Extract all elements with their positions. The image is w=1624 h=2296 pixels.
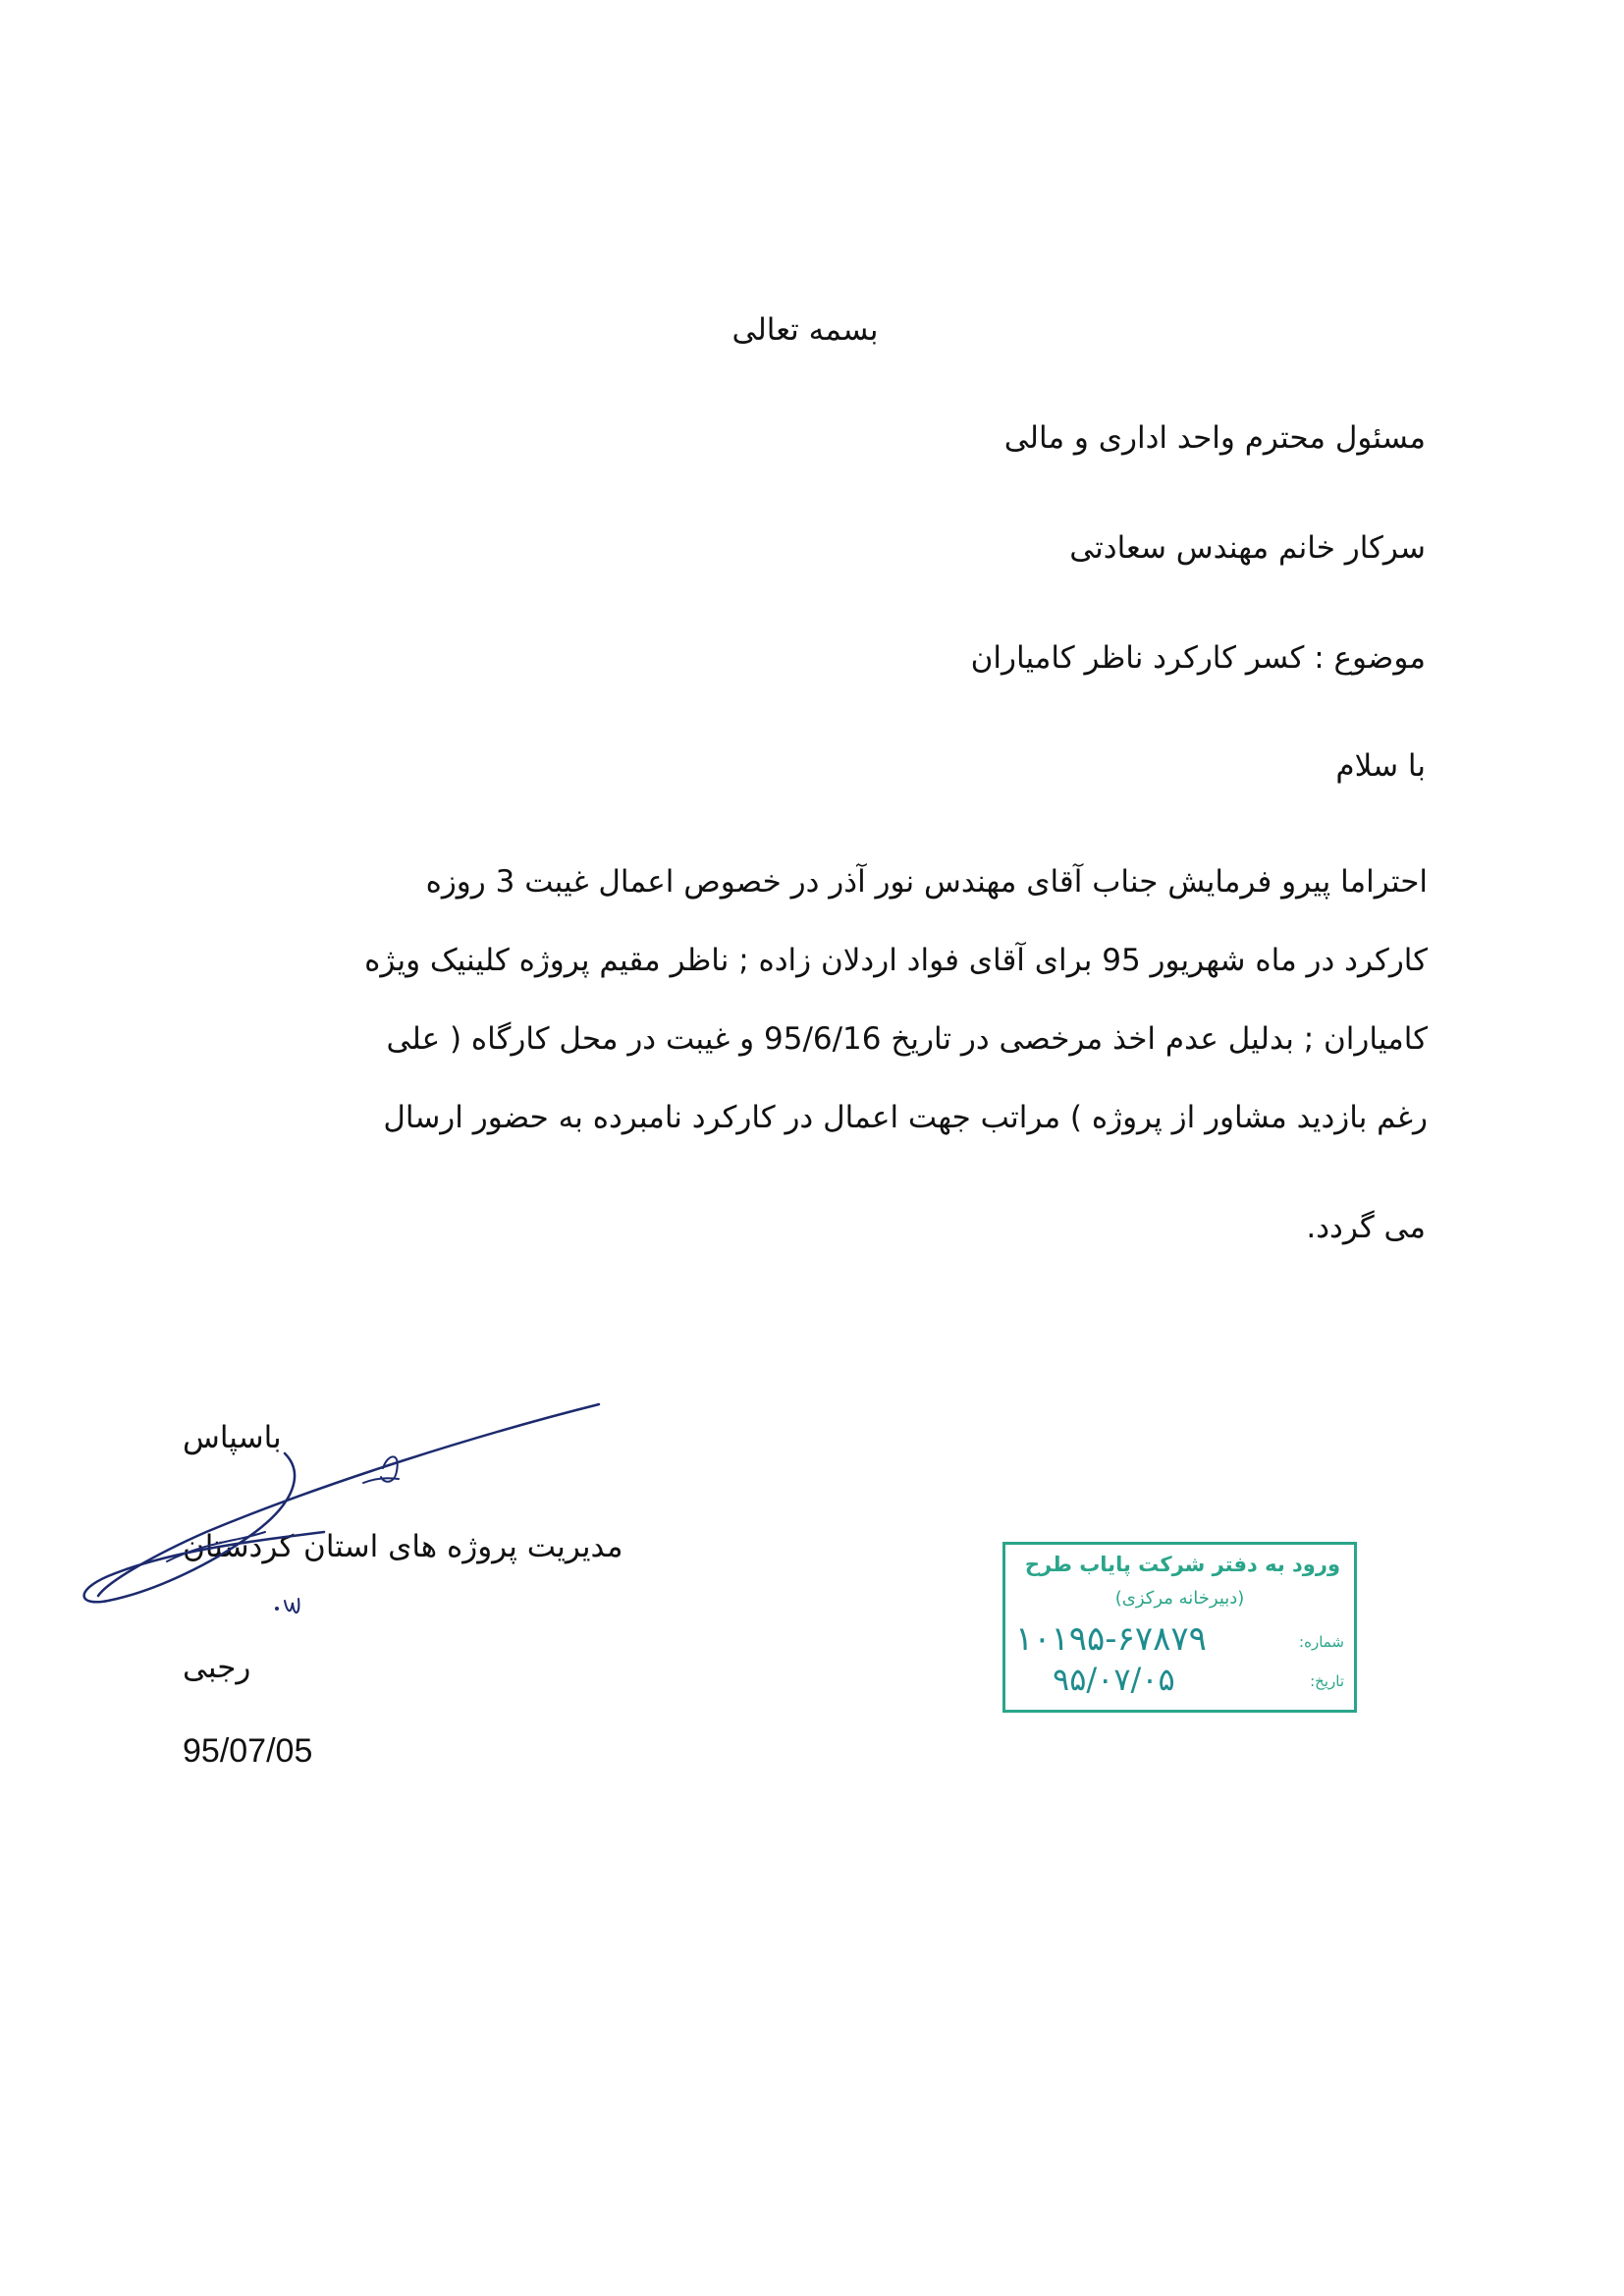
registration-stamp [1002,1542,1357,1713]
sender-title: مدیریت پروژه های استان کردستان [183,1529,623,1564]
recipient-line-1: مسئول محترم واحد اداری و مالی [1003,420,1426,456]
recipient-line-2: سرکار خانم مهندس سعادتی [1069,530,1426,566]
stamp-date-value: ۹۵/۰۷/۰۵ [1053,1661,1175,1698]
signoff: باسپاس [183,1420,282,1455]
letter-heading: بسمه تعالی [731,312,879,348]
stamp-title: ورود به دفتر شرکت پایاب طرح [1024,1553,1340,1576]
letter-body [244,843,1428,1157]
handwritten-signature [69,1394,619,1650]
stamp-subtitle: (دبیرخانه مرکزی) [1114,1588,1245,1609]
body-line: کامیاران ; بدلیل عدم اخذ مرخصی در تاریخ 95/6/16 و غیبت در محل کارگاه ( علی [386,1021,1428,1057]
sender-name: رجبی [183,1650,251,1685]
body-line: رغم بازدید مشاور از پروژه ) مراتب جهت اعمال در کارکرد نامبرده به حضور ارسال [383,1100,1428,1135]
letter-subject: موضوع : کسر کارکرد ناظر کامیاران [970,640,1426,676]
stamp-date-label: تاریخ: [1310,1672,1344,1690]
stamp-number-label: شماره: [1299,1633,1344,1651]
body-line: احتراما پیرو فرمایش جناب آقای مهندس نور آذر در خصوص اعمال غیبت 3 روزه [425,864,1428,900]
body-closing-line: می گردد. [1306,1210,1426,1245]
letter-greeting: با سلام [1335,748,1426,784]
body-line: کارکرد در ماه شهریور 95 برای آقای فواد اردلان زاده ; ناظر مقیم پروژه کلینیک ویژه [364,943,1428,978]
letter-date: 95/07/05 [183,1732,313,1770]
stamp-number-value: ۱۰۱۹۵-۶۷۸۷۹ [1015,1619,1207,1659]
